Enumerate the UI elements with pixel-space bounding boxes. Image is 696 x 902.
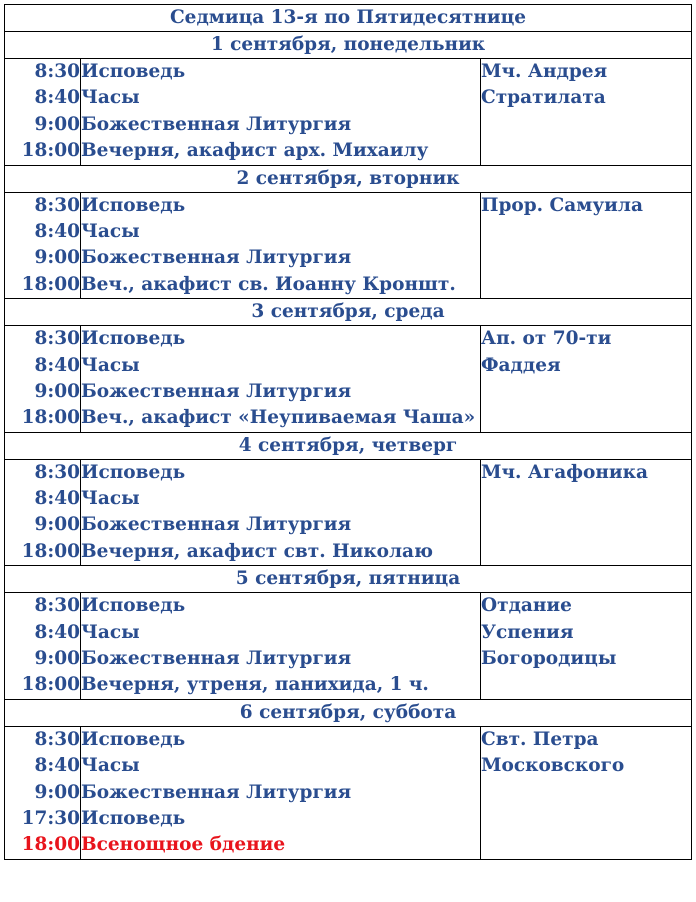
service-time: 18:00	[21, 273, 80, 295]
times-cell	[5, 59, 81, 166]
services-cell	[81, 59, 481, 166]
service-time: 8:40	[34, 755, 80, 777]
service-time: 18:00	[21, 540, 80, 562]
day-body-row	[5, 726, 692, 859]
times-cell	[5, 593, 81, 700]
service-time: 8:40	[34, 87, 80, 109]
day-date: 3 сентября, среда	[5, 299, 692, 326]
service-name: Божественная Литургия	[81, 380, 352, 402]
saint-line: Фаддея	[481, 354, 561, 376]
day-header-row	[5, 699, 692, 726]
service-time: 8:40	[34, 354, 80, 376]
service-name: Божественная Литургия	[81, 113, 352, 135]
service-name: Всенощное бдение	[81, 834, 286, 856]
service-name: Исповедь	[81, 728, 186, 750]
service-time: 8:30	[34, 461, 80, 483]
schedule-page	[4, 4, 692, 860]
service-time: 18:00	[21, 674, 80, 696]
service-time: 8:40	[34, 220, 80, 242]
service-name: Часы	[81, 220, 140, 242]
service-time: 8:30	[34, 61, 80, 82]
service-name: Веч., акафист св. Иоанну Кроншт.	[81, 273, 456, 295]
services-cell	[81, 726, 481, 859]
service-time: 9:00	[34, 781, 80, 803]
day-header-row	[5, 32, 692, 59]
day-date: 1 сентября, понедельник	[5, 32, 692, 59]
day-header-row	[5, 566, 692, 593]
saint-line: Свт. Петра	[481, 728, 599, 750]
service-name: Исповедь	[81, 61, 186, 82]
saint-line: Мч. Андрея	[481, 61, 608, 82]
saint-line: Отдание	[481, 595, 572, 617]
saint-cell	[481, 459, 692, 566]
day-body-row	[5, 192, 692, 299]
services-cell	[81, 326, 481, 433]
service-time: 9:00	[34, 514, 80, 536]
service-time: 18:00	[21, 140, 80, 162]
service-time: 18:00	[21, 834, 80, 856]
service-time: 17:30	[21, 807, 80, 829]
times-cell	[5, 326, 81, 433]
day-date: 4 сентября, четверг	[5, 432, 692, 459]
service-time: 9:00	[34, 247, 80, 269]
services-cell	[81, 192, 481, 299]
service-name: Вечерня, акафист свт. Николаю	[81, 540, 434, 562]
saint-line: Прор. Самуила	[481, 194, 643, 216]
times-cell	[5, 459, 81, 566]
service-name: Божественная Литургия	[81, 514, 352, 536]
services-cell	[81, 459, 481, 566]
service-name: Часы	[81, 354, 140, 376]
service-time: 9:00	[34, 380, 80, 402]
service-name: Часы	[81, 621, 140, 643]
saint-cell	[481, 726, 692, 859]
service-name: Исповедь	[81, 194, 186, 216]
schedule-body	[5, 5, 692, 860]
times-cell	[5, 726, 81, 859]
day-header-row	[5, 432, 692, 459]
saint-line: Ап. от 70-ти	[481, 328, 612, 350]
service-time: 8:30	[34, 194, 80, 216]
services-cell	[81, 593, 481, 700]
schedule-table	[4, 4, 692, 860]
times-cell	[5, 192, 81, 299]
service-time: 8:30	[34, 595, 80, 617]
saint-cell	[481, 192, 692, 299]
day-body-row	[5, 59, 692, 166]
service-name: Божественная Литургия	[81, 648, 352, 670]
service-name: Часы	[81, 87, 140, 109]
title-row	[5, 5, 692, 32]
service-name: Вечерня, утреня, панихида, 1 ч.	[81, 674, 429, 696]
service-time: 8:30	[34, 328, 80, 350]
day-date: 5 сентября, пятница	[5, 566, 692, 593]
service-name: Вечерня, акафист арх. Михаилу	[81, 140, 429, 162]
day-body-row	[5, 593, 692, 700]
day-date: 6 сентября, суббота	[5, 699, 692, 726]
service-time: 18:00	[21, 407, 80, 429]
saint-line: Успения	[481, 621, 574, 643]
service-name: Исповедь	[81, 807, 186, 829]
service-name: Исповедь	[81, 328, 186, 350]
service-time: 9:00	[34, 648, 80, 670]
service-time: 8:40	[34, 488, 80, 510]
day-body-row	[5, 326, 692, 433]
day-header-row	[5, 299, 692, 326]
service-time: 8:40	[34, 621, 80, 643]
service-name: Божественная Литургия	[81, 247, 352, 269]
service-name: Веч., акафист «Неупиваемая Чаша»	[81, 407, 476, 429]
service-time: 8:30	[34, 728, 80, 750]
saint-line: Богородицы	[481, 648, 617, 670]
day-date: 2 сентября, вторник	[5, 165, 692, 192]
saint-cell	[481, 59, 692, 166]
day-body-row	[5, 459, 692, 566]
service-time: 9:00	[34, 113, 80, 135]
service-name: Часы	[81, 755, 140, 777]
day-header-row	[5, 165, 692, 192]
saint-line: Московского	[481, 755, 625, 777]
saint-line: Стратилата	[481, 87, 606, 109]
saint-cell	[481, 326, 692, 433]
saint-cell	[481, 593, 692, 700]
saint-line: Мч. Агафоника	[481, 461, 648, 483]
service-name: Исповедь	[81, 595, 186, 617]
service-name: Исповедь	[81, 461, 186, 483]
service-name: Божественная Литургия	[81, 781, 352, 803]
service-name: Часы	[81, 488, 140, 510]
week-title: Седмица 13-я по Пятидесятнице	[5, 5, 692, 32]
